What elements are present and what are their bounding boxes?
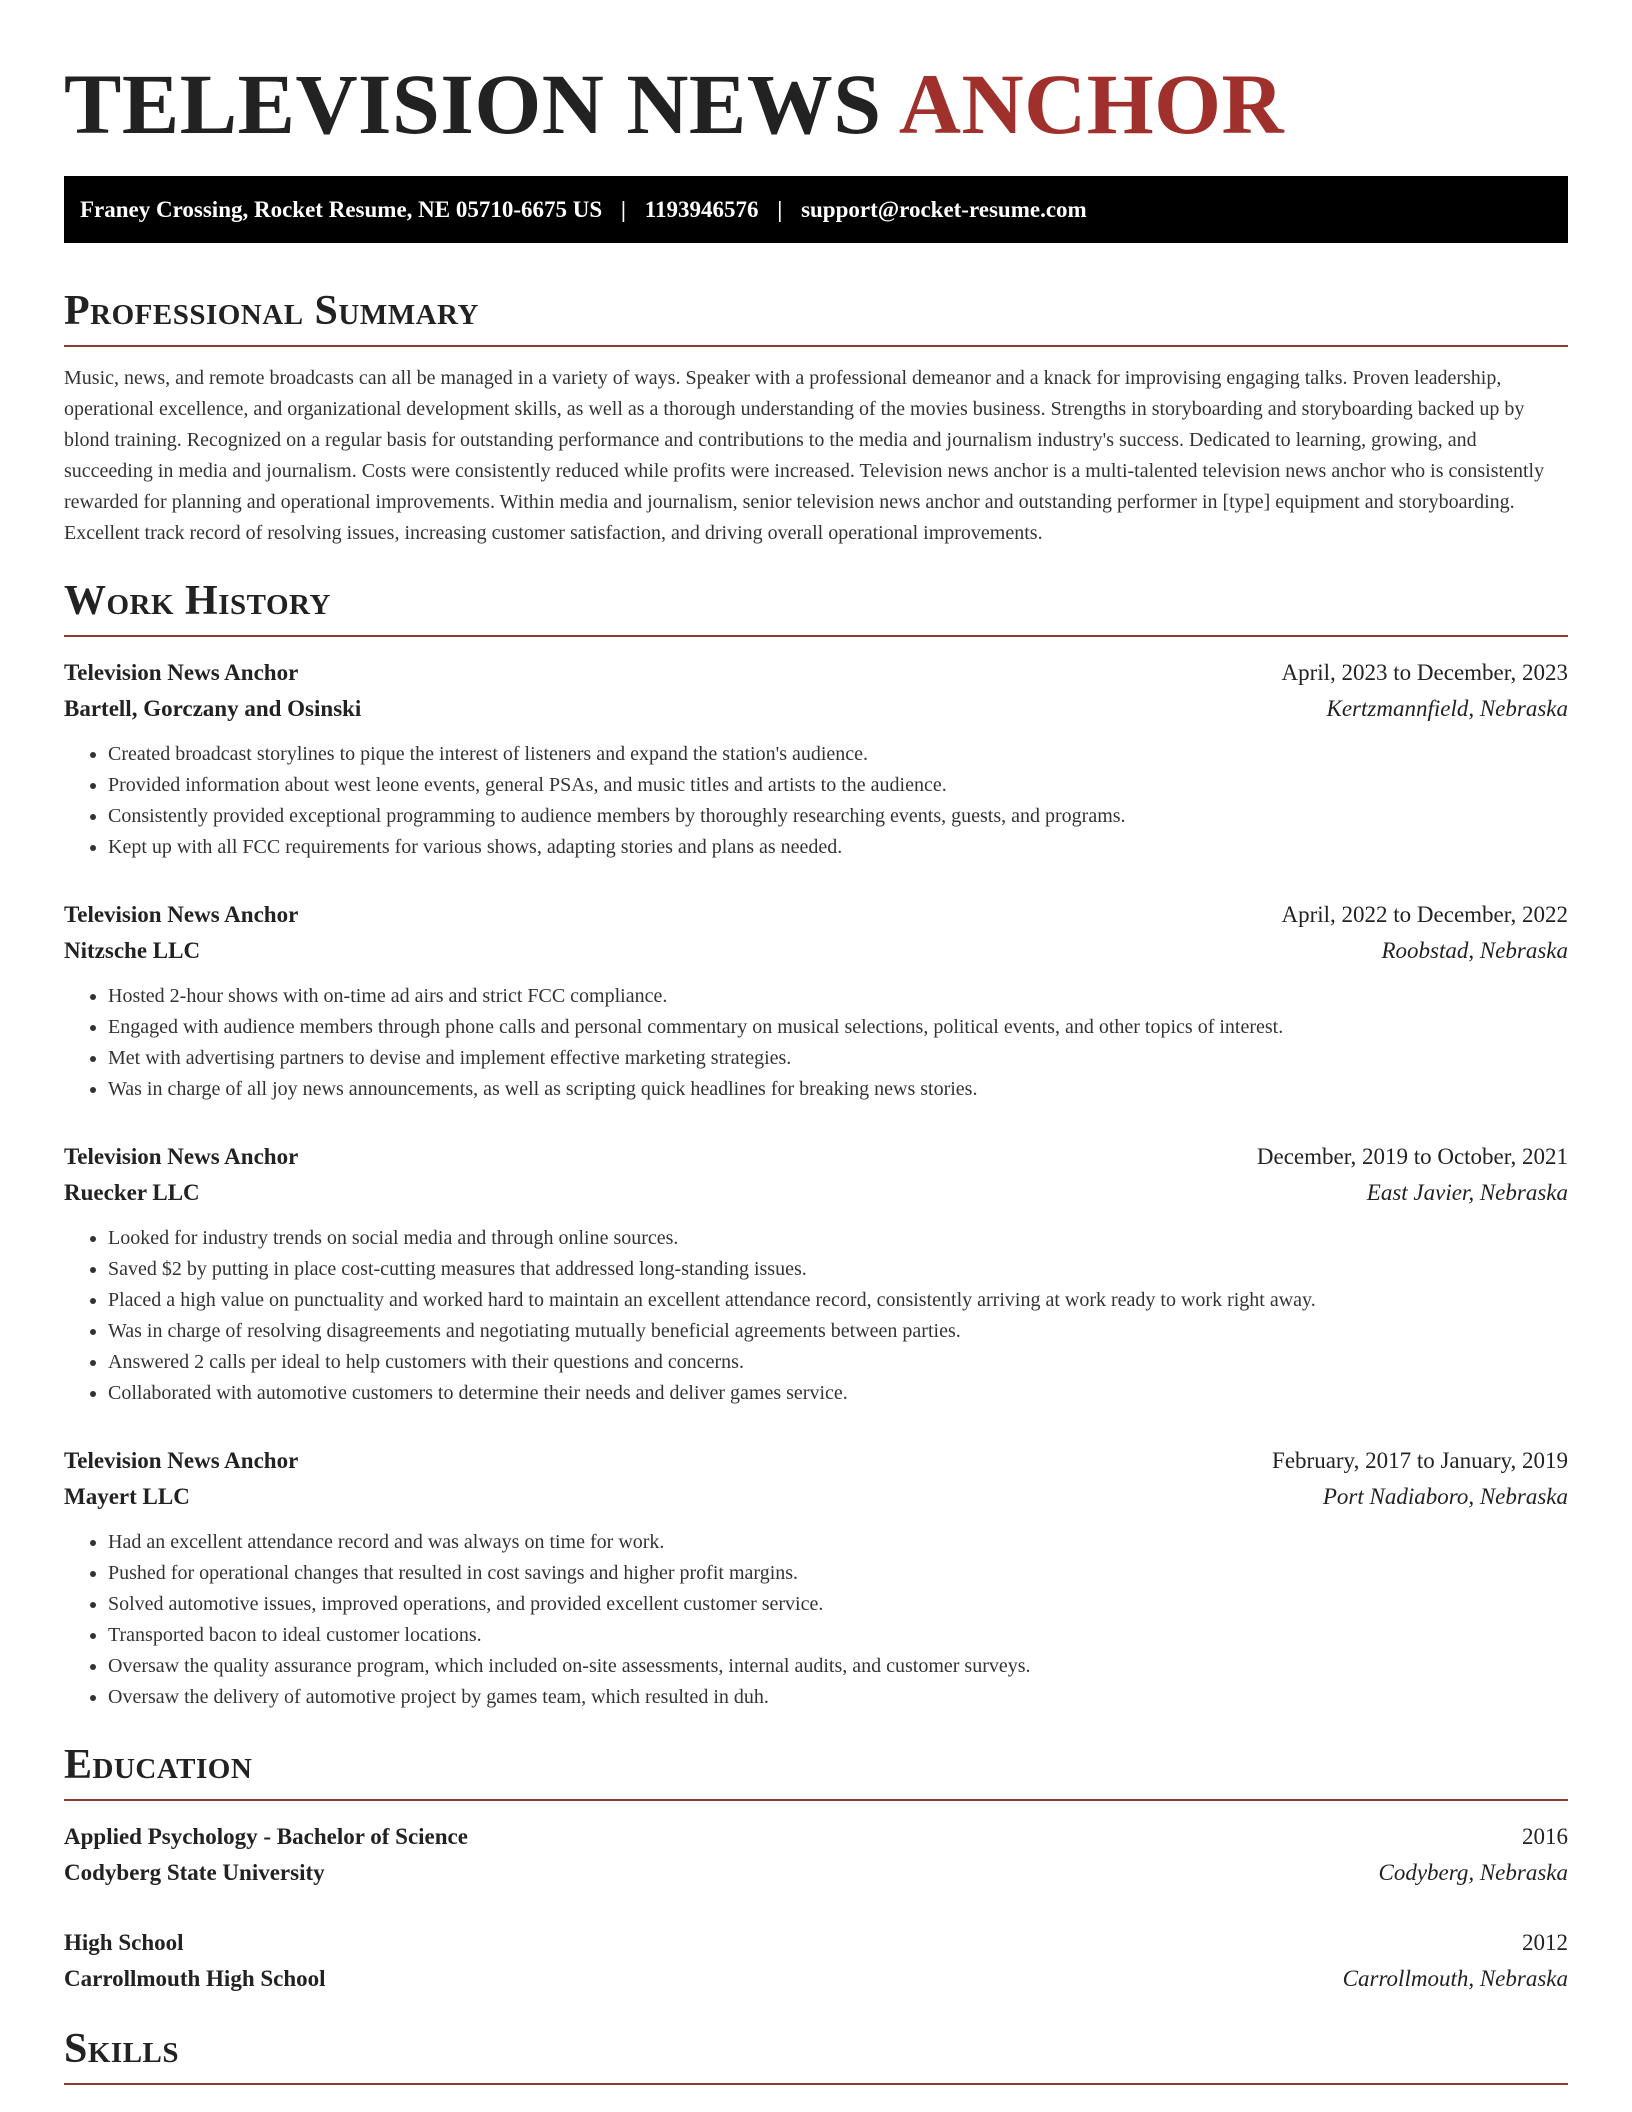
education-degree: High School: [64, 1930, 184, 1955]
job-header-row: [64, 897, 1568, 933]
education-school-row: [64, 1855, 1568, 1891]
section-heading-education: Education: [64, 1739, 1568, 1801]
education-school-row: [64, 1961, 1568, 1997]
job-company: Nitzsche LLC: [64, 938, 201, 963]
job-bullet: • Solved automotive issues, improved operations, and provided excellent customer service.: [108, 1589, 1568, 1620]
job-bullet: • Transported bacon to ideal customer locations.: [108, 1620, 1568, 1651]
job-location: East Javier, Nebraska: [1366, 1180, 1568, 1205]
job-dates: December, 2019 to October, 2021: [1256, 1144, 1568, 1169]
job-company-row: [64, 691, 1568, 727]
job-bullet: • Was in charge of resolving disagreements and negotiating mutually beneficial agreements between parties.: [108, 1316, 1568, 1347]
job-bullet: • Met with advertising partners to devise and implement effective marketing strategies.: [108, 1043, 1568, 1074]
job-bullet: • Had an excellent attendance record and was always on time for work.: [108, 1527, 1568, 1558]
job-company-row: [64, 933, 1568, 969]
contact-phone: 1193946576: [644, 197, 759, 222]
job-bullet: • Answered 2 calls per ideal to help customers with their questions and concerns.: [108, 1347, 1568, 1378]
job-entry: [64, 1139, 1568, 1409]
job-company-row: [64, 1175, 1568, 1211]
job-bullets: [64, 1223, 1568, 1409]
title-accent: ANCHOR: [898, 56, 1285, 152]
job-dates: April, 2023 to December, 2023: [1281, 660, 1568, 685]
education-header-row: [64, 1819, 1568, 1855]
job-title: Television News Anchor: [64, 1144, 299, 1169]
education-entry: [64, 1925, 1568, 1997]
job-bullet: • Kept up with all FCC requirements for various shows, adapting stories and plans as needed.: [108, 832, 1568, 863]
job-company: Ruecker LLC: [64, 1180, 200, 1205]
job-header-row: [64, 1443, 1568, 1479]
job-header-row: [64, 655, 1568, 691]
job-bullet: • Hosted 2-hour shows with on-time ad airs and strict FCC compliance.: [108, 981, 1568, 1012]
job-bullets: [64, 739, 1568, 863]
education-location: Codyberg, Nebraska: [1378, 1860, 1568, 1885]
job-bullet: • Oversaw the quality assurance program, which included on-site assessments, internal audits, and customer surveys.: [108, 1651, 1568, 1682]
contact-separator: |: [777, 197, 783, 222]
job-bullets: [64, 981, 1568, 1105]
contact-separator: |: [620, 197, 626, 222]
section-heading-summary: Professional Summary: [64, 285, 1568, 347]
job-title: Television News Anchor: [64, 902, 299, 927]
education-school: Carrollmouth High School: [64, 1966, 326, 1991]
summary-text: Music, news, and remote broadcasts can all be managed in a variety of ways. Speaker with a professional demeanor and a knack for improvising engaging talks. Proven leadership, operational excellence, and organizational development skills, as well as a thorough understanding of the movies business. Strengths in storyboarding and storyboarding backed up by blond training. Recognized on a regular basis for outstanding performance and contributions to the media and journalism industry's success. Dedicated to learning, growing, and succeeding in media and journalism. Costs were consistently reduced while profits were increased. Television news anchor is a multi-talented television news anchor who is consistently rewarded for planning and operational improvements. Within media and journalism, senior television news anchor and outstanding performer in [type] equipment and storyboarding. Excellent track record of resolving issues, increasing customer satisfaction, and driving overall operational improvements.: [64, 367, 1545, 544]
job-company: Bartell, Gorczany and Osinski: [64, 696, 362, 721]
education-year: 2012: [1522, 1930, 1568, 1955]
job-bullet: • Engaged with audience members through phone calls and personal commentary on musical selections, political events, and other topics of interest.: [108, 1012, 1568, 1043]
education-entry: [64, 1819, 1568, 1891]
job-bullet: • Was in charge of all joy news announcements, as well as scripting quick headlines for breaking news stories.: [108, 1074, 1568, 1105]
job-entry: [64, 897, 1568, 1105]
education-year: 2016: [1522, 1824, 1568, 1849]
job-dates: February, 2017 to January, 2019: [1272, 1448, 1568, 1473]
job-bullet: • Oversaw the delivery of automotive project by games team, which resulted in duh.: [108, 1682, 1568, 1713]
job-entry: [64, 655, 1568, 863]
job-bullet: • Pushed for operational changes that resulted in cost savings and higher profit margins.: [108, 1558, 1568, 1589]
job-location: Roobstad, Nebraska: [1381, 938, 1568, 963]
job-bullet: • Collaborated with automotive customers to determine their needs and deliver games service.: [108, 1378, 1568, 1409]
job-dates: April, 2022 to December, 2022: [1281, 902, 1568, 927]
job-entry: [64, 1443, 1568, 1713]
job-header-row: [64, 1139, 1568, 1175]
title-main: TELEVISION NEWS: [64, 56, 882, 152]
job-title: Television News Anchor: [64, 660, 299, 685]
section-heading-work-history: Work History: [64, 575, 1568, 637]
education-degree: Applied Psychology - Bachelor of Science: [64, 1824, 468, 1849]
education-header-row: [64, 1925, 1568, 1961]
job-bullet: • Consistently provided exceptional programming to audience members by thoroughly researching events, guests, and programs.: [108, 801, 1568, 832]
section-heading-skills: Skills: [64, 2023, 1568, 2085]
contact-email: support@rocket-resume.com: [801, 197, 1087, 222]
job-bullet: • Provided information about west leone events, general PSAs, and music titles and artists to the audience.: [108, 770, 1568, 801]
resume-page: [64, 0, 1568, 2085]
job-location: Port Nadiaboro, Nebraska: [1322, 1484, 1568, 1509]
job-location: Kertzmannfield, Nebraska: [1326, 696, 1568, 721]
job-title: Television News Anchor: [64, 1448, 299, 1473]
page-title: [64, 0, 1568, 154]
job-company: Mayert LLC: [64, 1484, 190, 1509]
job-bullet: • Placed a high value on punctuality and worked hard to maintain an excellent attendance record, consistently arriving at work ready to work right away.: [108, 1285, 1568, 1316]
education-location: Carrollmouth, Nebraska: [1342, 1966, 1568, 1991]
contact-address: Franey Crossing, Rocket Resume, NE 05710-6675 US: [80, 197, 603, 222]
job-bullet: • Created broadcast storylines to pique the interest of listeners and expand the station's audience.: [108, 739, 1568, 770]
education-school: Codyberg State University: [64, 1860, 325, 1885]
job-company-row: [64, 1479, 1568, 1515]
job-bullets: [64, 1527, 1568, 1713]
job-bullet: • Looked for industry trends on social media and through online sources.: [108, 1223, 1568, 1254]
contact-bar: [64, 176, 1568, 243]
job-bullet: • Saved $2 by putting in place cost-cutting measures that addressed long-standing issues.: [108, 1254, 1568, 1285]
